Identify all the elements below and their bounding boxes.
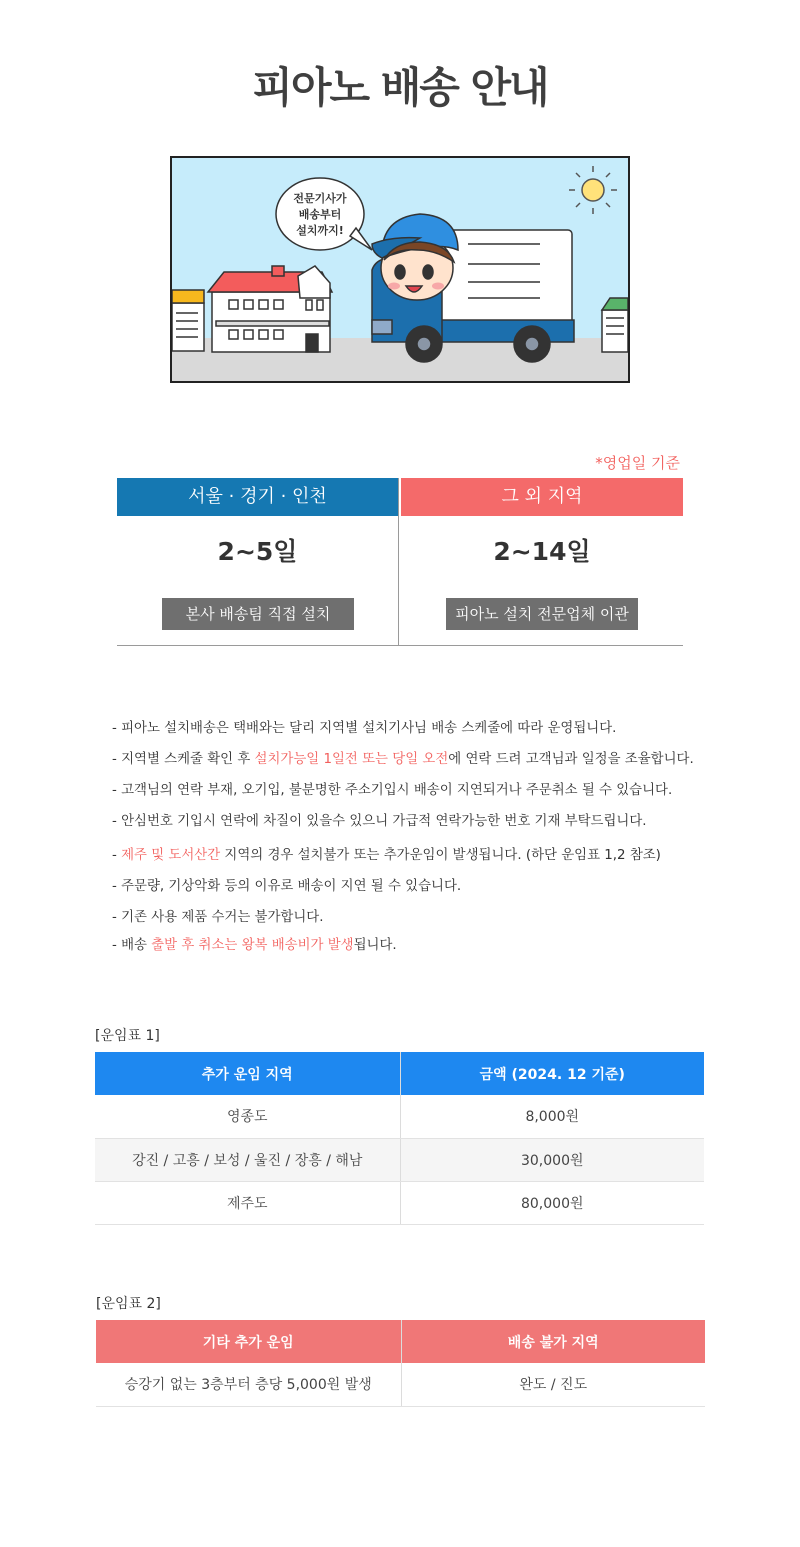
table-header-cell: 배송 불가 지역	[401, 1320, 705, 1363]
table-row	[95, 1181, 704, 1224]
house	[208, 266, 332, 352]
region-cell: 영종도	[95, 1095, 400, 1138]
table-header-row	[96, 1320, 705, 1363]
delivery-days: 2~5일	[217, 537, 298, 566]
bubble-line-1: 전문기사가	[293, 192, 347, 205]
note-item: - 제주 및 도서산간 지역의 경우 설치불가 또는 추가운임이 발생됩니다. (하단 운임표 1,2 참조)	[112, 848, 661, 863]
note-item: - 기존 사용 제품 수거는 불가합니다.	[112, 910, 324, 925]
extra-fee-cell: 승강기 없는 3층부터 층당 5,000원 발생	[96, 1363, 401, 1406]
region-column-other	[401, 478, 683, 646]
region-header: 그 외 지역	[401, 478, 683, 516]
fee-cell: 30,000원	[400, 1138, 704, 1181]
table-header-row	[95, 1052, 704, 1095]
page-title: 피아노 배송 안내	[252, 63, 548, 112]
region-header: 서울 · 경기 · 인천	[117, 478, 398, 516]
region-column-metro	[117, 478, 399, 646]
fee-table-1	[95, 1052, 704, 1225]
left-building	[172, 290, 204, 351]
note-item: - 고객님의 연락 부재, 오기입, 불분명한 주소기입시 배송이 지연되거나 주문취소 될 수 있습니다.	[112, 783, 673, 798]
note-item: - 배송 출발 후 취소는 왕복 배송비가 발생됩니다.	[112, 938, 397, 953]
delivery-period-table	[117, 478, 683, 646]
fee-cell: 80,000원	[400, 1181, 704, 1224]
note-item: - 주문량, 기상악화 등의 이유로 배송이 지연 될 수 있습니다.	[112, 879, 462, 894]
table-row	[95, 1095, 704, 1138]
region-cell: 강진 / 고흥 / 보성 / 울진 / 장흥 / 해남	[95, 1138, 400, 1181]
table-row	[96, 1363, 705, 1406]
note-item: - 피아노 설치배송은 택배와는 달리 지역별 설치기사님 배송 스케줄에 따라 운영됩니다.	[112, 721, 617, 736]
no-delivery-region-cell: 완도 / 진도	[401, 1363, 705, 1406]
table-header-cell: 기타 추가 운임	[96, 1320, 401, 1363]
install-method-badge: 피아노 설치 전문업체 이관	[446, 598, 638, 630]
table-header-cell: 추가 운임 지역	[95, 1052, 400, 1095]
table-header-cell: 금액 (2024. 12 기준)	[400, 1052, 704, 1095]
note-item: - 지역별 스케줄 확인 후 설치가능일 1일전 또는 당일 오전에 연락 드려 고객님과 일정을 조율합니다.	[112, 752, 694, 767]
bubble-line-3: 설치까지!	[296, 224, 344, 237]
bubble-line-2: 배송부터	[298, 208, 342, 221]
delivery-illustration	[170, 156, 630, 383]
table-row	[95, 1138, 704, 1181]
fee-table-1-caption: [운임표 1]	[95, 1028, 160, 1044]
delivery-days: 2~14일	[493, 537, 591, 566]
right-building	[602, 298, 628, 352]
fee-cell: 8,000원	[400, 1095, 704, 1138]
region-cell: 제주도	[95, 1181, 400, 1224]
business-day-note: *영업일 기준	[595, 454, 680, 472]
note-highlight: 제주 및 도서산간	[121, 848, 221, 863]
note-highlight: 설치가능일 1일전 또는 당일 오전	[254, 752, 449, 767]
fee-table-2-caption: [운임표 2]	[96, 1296, 161, 1312]
note-highlight: 출발 후 취소는 왕복 배송비가 발생	[151, 938, 354, 953]
fee-table-2	[96, 1320, 705, 1407]
install-method-badge: 본사 배송팀 직접 설치	[162, 598, 354, 630]
note-item: - 안심번호 기입시 연락에 차질이 있을수 있으니 가급적 연락가능한 번호 기재 부탁드립니다.	[112, 814, 647, 829]
